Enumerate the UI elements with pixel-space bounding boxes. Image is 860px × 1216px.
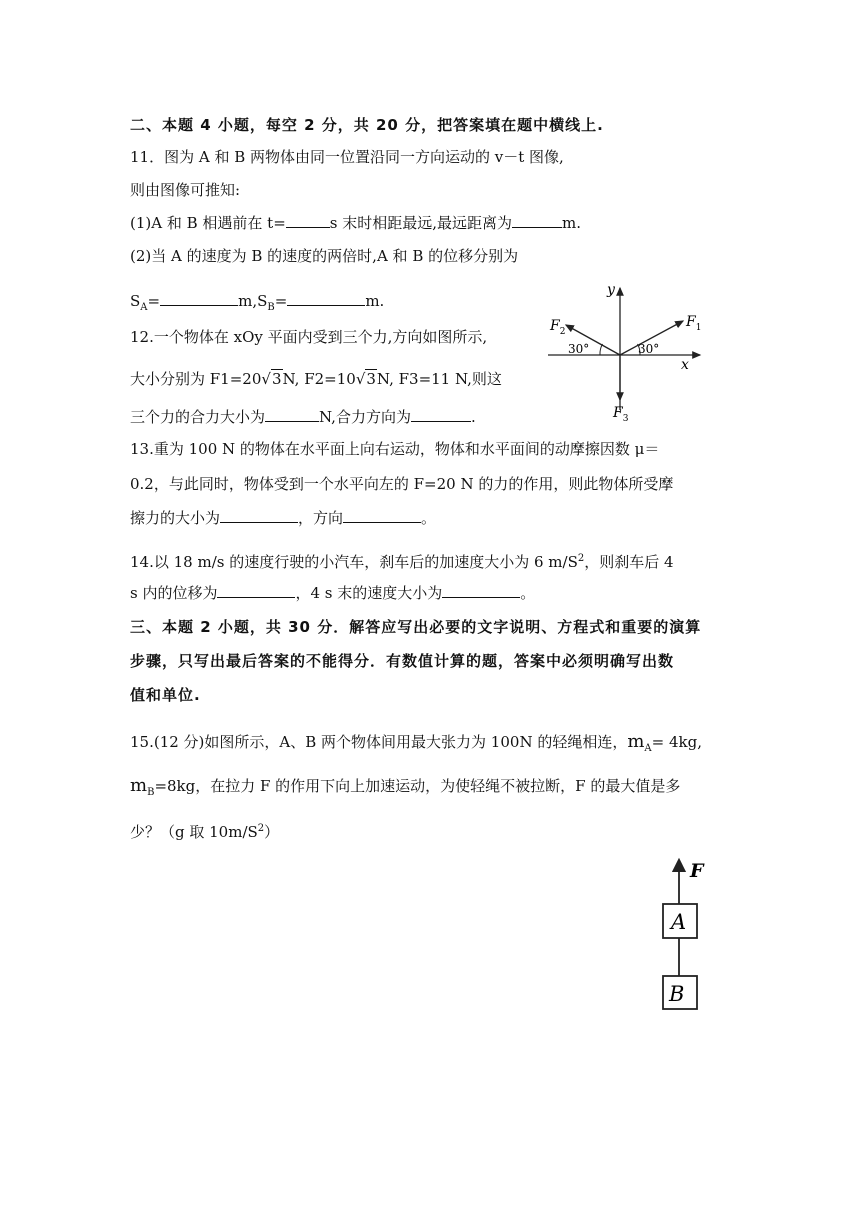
q13-direction-text: ，方向 xyxy=(298,509,344,527)
q14-sup: 2 xyxy=(577,553,585,564)
q12-period: . xyxy=(470,408,476,426)
q13-line1: 13.重为 100 N 的物体在水平面上向右运动，物体和水平面间的动摩擦因数 μ＝ xyxy=(130,440,660,458)
block-a-label: A xyxy=(671,910,687,934)
q12-f3-text: N, F3=11 N,则这 xyxy=(376,370,502,388)
ma-value: = 4kg, xyxy=(651,733,702,751)
sqrt-radicand-1: 3 xyxy=(271,370,282,388)
q13-line2: 0.2，与此同时，物体受到一个水平向左的 F=20 N 的力的作用，则此物体所受摩 xyxy=(130,475,674,493)
section-3-line3: 值和单位. xyxy=(130,686,201,704)
q13-line3 xyxy=(130,508,436,528)
q14-line2 xyxy=(130,583,535,603)
q15-text-d: ） xyxy=(264,823,280,841)
sb-equals: = xyxy=(274,292,288,310)
sa-unit: m, xyxy=(238,292,258,310)
q12-blank-magnitude xyxy=(265,407,319,422)
q12-resultant-text: 三个力的合力大小为 xyxy=(130,408,266,426)
f2-label: $F_2$ xyxy=(550,318,566,337)
q11-blank-distance xyxy=(512,213,562,228)
q14-text-b: ，则刹车后 4 xyxy=(584,553,674,571)
sa-label: S xyxy=(130,292,141,310)
block-b-label: B xyxy=(669,982,685,1006)
q12-blank-direction xyxy=(411,407,471,422)
q12-line3 xyxy=(130,407,476,427)
q14-displacement-text: s 内的位移为 xyxy=(130,584,218,602)
q13-friction-text: 擦力的大小为 xyxy=(130,509,221,527)
force-f-label: F xyxy=(690,860,704,882)
q13-end: 。 xyxy=(421,509,437,527)
q11-part1-text-b: s 末时相距最远,最远距离为 xyxy=(329,214,513,232)
q12-f2-text: N, F2=10 xyxy=(282,370,356,388)
blocks-diagram xyxy=(650,855,730,1015)
q15-line1 xyxy=(130,732,702,759)
q11-blank-sb xyxy=(287,291,365,306)
sqrt-3-second: √3 xyxy=(355,370,376,388)
q11-part2: (2)当 A 的速度为 B 的速度的两倍时,A 和 B 的位移分别为 xyxy=(130,247,519,265)
sqrt-3-first: √3 xyxy=(261,370,282,388)
sb-unit: m. xyxy=(365,292,385,310)
q14-speed-text: ，4 s 末的速度大小为 xyxy=(295,584,443,602)
mb-subscript: B xyxy=(147,787,155,798)
f1-label: $F_1$ xyxy=(686,314,702,333)
q14-line1 xyxy=(130,549,674,572)
section-3-line2: 步骤，只写出最后答案的不能得分．有数值计算的题，答案中必须明确写出数 xyxy=(130,652,675,670)
q15-text-b: =8kg，在拉力 F 的作用下向上加速运动，为使轻绳不被拉断，F 的最大值是多 xyxy=(154,777,681,795)
q12-direction-text: N,合力方向为 xyxy=(319,408,411,426)
q15-text-a: 15.(12 分)如图所示，A、B 两个物体间用最大张力为 100N 的轻绳相连， xyxy=(130,733,628,751)
q11-part1-text-a: (1)A 和 B 相遇前在 t= xyxy=(130,214,286,232)
q14-end: 。 xyxy=(520,584,536,602)
angle-label-right: 30° xyxy=(638,342,660,356)
q11-blank-sa xyxy=(160,291,238,306)
q11-line1: 11．图为 A 和 B 两物体由同一位置沿同一方向运动的 v－t 图像, xyxy=(130,148,564,166)
q15-text-c: 少？（g 取 10m/S xyxy=(130,823,258,841)
angle-label-left: 30° xyxy=(568,342,590,356)
q14-blank-displacement xyxy=(217,583,295,598)
sb-label: S xyxy=(257,292,268,310)
q12-line1: 12.一个物体在 xOy 平面内受到三个力,方向如图所示, xyxy=(130,328,488,346)
q14-text-a: 14.以 18 m/s 的速度行驶的小汽车，刹车后的加速度大小为 6 m/S xyxy=(130,553,578,571)
ma-subscript: A xyxy=(644,743,652,754)
q15-line2 xyxy=(130,776,680,803)
q15-line3 xyxy=(130,819,279,842)
sa-subscript: A xyxy=(140,302,148,313)
q14-blank-speed xyxy=(442,583,520,598)
q12-line2 xyxy=(130,369,502,389)
ma-label: m xyxy=(627,731,645,752)
q11-blank-time xyxy=(286,213,330,228)
q12-f1-text: 大小分别为 F1=20 xyxy=(130,370,262,388)
q13-blank-friction xyxy=(220,508,298,523)
x-axis-label: x xyxy=(681,357,689,373)
mb-label: m xyxy=(130,775,148,796)
sb-subscript: B xyxy=(267,302,275,313)
angle-arc-left xyxy=(600,344,603,355)
q13-blank-direction xyxy=(343,508,421,523)
section-3-line1: 三、本题 2 小题，共 30 分．解答应写出必要的文字说明、方程式和重要的演算 xyxy=(130,618,702,636)
section-2-heading: 二、本题 4 小题，每空 2 分，共 20 分，把答案填在题中横线上. xyxy=(130,116,604,134)
q11-line2: 则由图像可推知: xyxy=(130,181,241,199)
y-axis-label: y xyxy=(607,282,615,298)
sqrt-radicand-2: 3 xyxy=(366,370,376,388)
f3-label: $F_3$ xyxy=(613,405,629,424)
q11-part1 xyxy=(130,213,581,233)
q11-part1-text-c: m. xyxy=(562,214,582,232)
sa-equals: = xyxy=(147,292,161,310)
q11-displacements xyxy=(130,291,384,318)
q15-sup: 2 xyxy=(257,823,265,834)
force-diagram xyxy=(540,280,710,425)
